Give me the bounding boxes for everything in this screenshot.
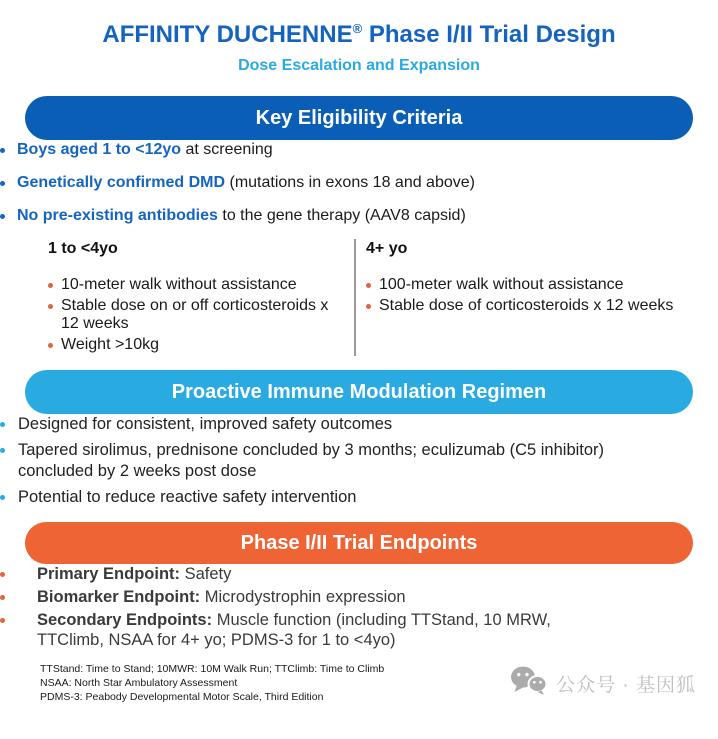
- list-item-text: Stable dose on or off corticosteroids x 12 weeks: [61, 296, 329, 332]
- bullet-dot: [0, 618, 5, 623]
- list-item-text: Biomarker Endpoint: Microdystrophin expression: [37, 588, 406, 606]
- list-item: [0, 173, 718, 193]
- column-header: 4+ yo: [366, 240, 408, 257]
- column-list: [366, 276, 696, 315]
- bullet-dot: [0, 572, 5, 577]
- wechat-icon: [510, 665, 548, 701]
- bullet-dot: [0, 148, 5, 153]
- list-item-text: Secondary Endpoints: Muscle function (including TTStand, 10 MRW, TTClimb, NSAA for 4+ yo; PDMS-3 for 1 to <4yo): [37, 611, 551, 649]
- watermark-text: 公众号 · 基因狐: [556, 674, 696, 696]
- column-age-4-plus: [356, 239, 696, 356]
- page-subtitle: Dose Escalation and Expansion: [238, 57, 480, 74]
- list-item-text: Designed for consistent, improved safety outcomes: [18, 415, 393, 433]
- list-item-text: 10-meter walk without assistance: [61, 276, 297, 293]
- list-item: [0, 587, 718, 607]
- bullet-dot: [366, 304, 371, 309]
- list-item-text: Genetically confirmed DMD (mutations in exons 18 and above): [17, 174, 475, 191]
- list-item: [366, 297, 696, 316]
- banner-trial-endpoints: [25, 522, 693, 564]
- list-item: [0, 414, 718, 435]
- bullet-dot: [48, 283, 53, 288]
- list-item: [48, 336, 340, 355]
- list-item-text: Stable dose of corticosteroids x 12 weeks: [379, 296, 674, 314]
- bullet-dot: [48, 304, 53, 309]
- endpoints-list: [0, 564, 718, 650]
- registered-trademark-symbol: ®: [352, 21, 363, 36]
- banner-immune-modulation-regimen: [25, 370, 693, 414]
- footnote-line: NSAA: North Star Ambulatory Assessment: [40, 677, 238, 689]
- bullet-dot: [0, 448, 5, 453]
- list-item: [0, 487, 718, 508]
- column-age-1-to-4: [48, 239, 340, 356]
- age-group-columns: [48, 239, 718, 356]
- list-item-text: Tapered sirolimus, prednisone concluded by 3 months; eculizumab (C5 inhibitor) concluded by 2 weeks post dose: [18, 441, 605, 480]
- title-rest: Phase I/II Trial Design: [362, 21, 616, 48]
- list-item-text: 100-meter walk without assistance: [379, 276, 624, 293]
- bullet-dot: [0, 422, 5, 427]
- page-title: [0, 14, 718, 50]
- banner-label: Phase I/II Trial Endpoints: [240, 532, 478, 554]
- title-main: AFFINITY DUCHENNE: [102, 21, 353, 48]
- bullet-dot: [0, 181, 5, 186]
- list-item: [0, 206, 718, 226]
- list-item: [0, 610, 718, 650]
- list-item: [0, 440, 718, 482]
- bullet-dot: [0, 495, 5, 500]
- column-header: 1 to <4yo: [48, 240, 118, 257]
- bullet-dot: [366, 283, 371, 288]
- bullet-dot: [0, 214, 5, 219]
- banner-label: Key Eligibility Criteria: [255, 107, 463, 129]
- list-item: [0, 564, 718, 584]
- footnotes: [40, 662, 384, 704]
- banner-label: Proactive Immune Modulation Regimen: [171, 381, 547, 403]
- immune-regimen-list: [0, 414, 718, 508]
- list-item: [0, 140, 718, 160]
- footnote-line: PDMS-3: Peabody Developmental Motor Scale, Third Edition: [40, 691, 324, 703]
- list-item-text: No pre-existing antibodies to the gene therapy (AAV8 capsid): [17, 207, 466, 224]
- footnote-line: TTStand: Time to Stand; 10MWR: 10M Walk Run; TTClimb: Time to Climb: [40, 663, 385, 675]
- trial-design-infographic: [0, 14, 718, 704]
- watermark: [510, 665, 696, 701]
- list-item-text: Primary Endpoint: Safety: [37, 565, 232, 583]
- list-item-text: Weight >10kg: [61, 335, 159, 353]
- bullet-dot: [0, 595, 5, 600]
- bullet-dot: [48, 343, 53, 348]
- list-item-text: Boys aged 1 to <12yo at screening: [17, 141, 273, 158]
- list-item: [48, 276, 340, 295]
- list-item: [48, 297, 340, 334]
- eligibility-list: [0, 140, 718, 226]
- banner-key-eligibility-criteria: [25, 96, 693, 140]
- column-list: [48, 276, 340, 354]
- footer: [40, 662, 696, 704]
- list-item: [366, 276, 696, 295]
- list-item-text: Potential to reduce reactive safety intervention: [18, 488, 357, 506]
